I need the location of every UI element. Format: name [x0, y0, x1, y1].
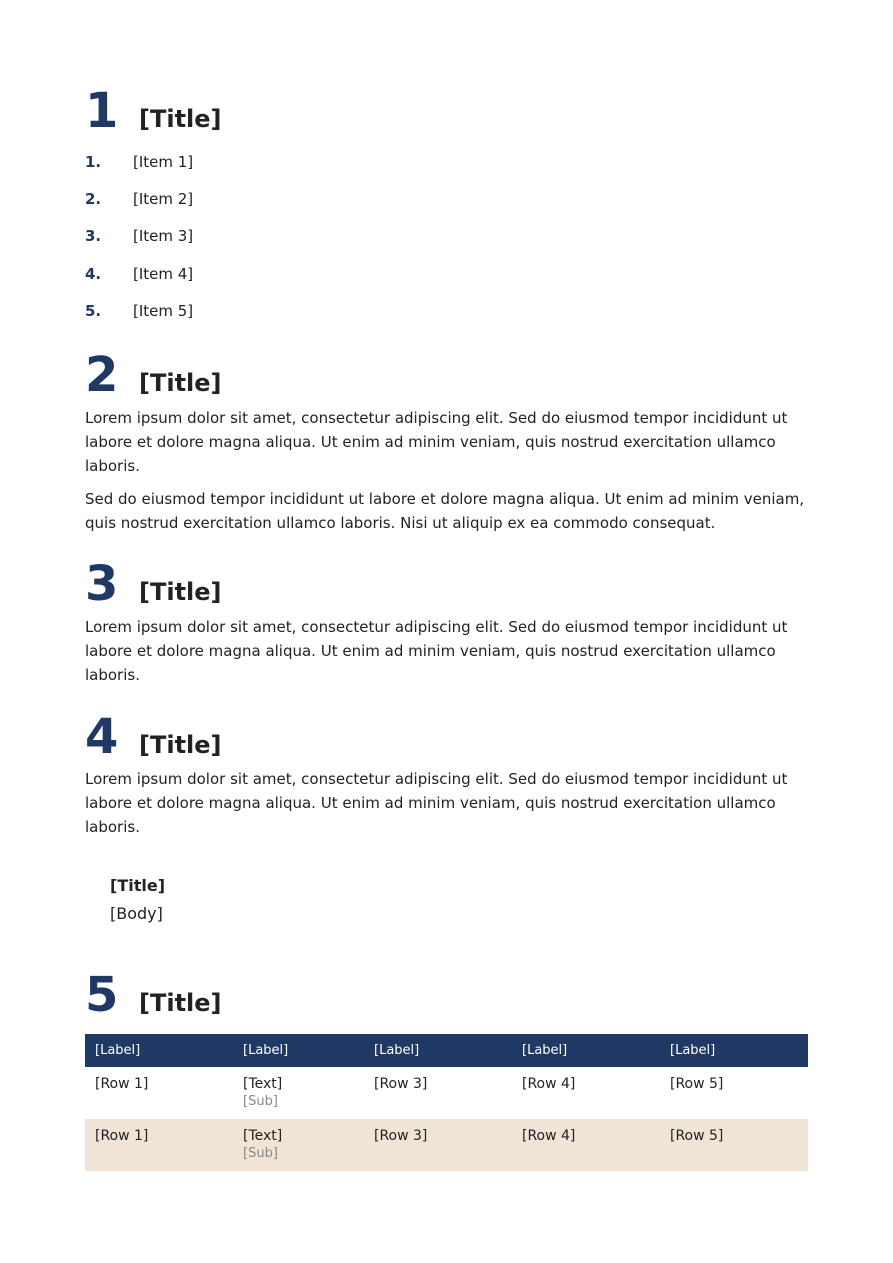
section-title: [Title] — [139, 989, 222, 1017]
section-title: [Title] — [139, 105, 222, 133]
list-item-text: [Item 2] — [133, 190, 194, 209]
table-cell — [233, 1119, 364, 1171]
table-cell: [Row 5] — [660, 1119, 808, 1171]
section-number: 4 — [85, 709, 119, 765]
table-row — [85, 1119, 808, 1171]
list-item-number: 5. — [85, 301, 102, 320]
section-title: [Title] — [139, 731, 222, 759]
section-2-heading — [85, 347, 222, 403]
list-item-text: [Item 5] — [133, 301, 194, 320]
section-3-heading — [85, 556, 222, 612]
table-cell: [Row 4] — [512, 1119, 660, 1171]
list-item-number: 2. — [85, 190, 102, 209]
list-item-text: [Item 3] — [133, 227, 194, 246]
section-4-heading — [85, 709, 222, 765]
table-row — [85, 1067, 808, 1119]
callout-title: [Title] — [110, 876, 166, 895]
data-table — [85, 1034, 808, 1171]
numbered-list — [85, 153, 193, 339]
table-cell: [Row 1] — [85, 1119, 233, 1171]
section-4-paragraph: Lorem ipsum dolor sit amet, consectetur adipiscing elit. Sed do eiusmod tempor incididunt ut labore et dolore magna aliqua. Ut enim ad minim veniam, quis nostrud exercitation ullamco laboris. — [85, 770, 788, 836]
table-cell: [Row 4] — [522, 1076, 576, 1092]
table-cell: [Row 5] — [670, 1076, 724, 1092]
table-cell — [233, 1067, 364, 1119]
cell-text: [Text] — [243, 1128, 283, 1144]
table-cell: [Row 3] — [374, 1076, 428, 1092]
column-header: [Label] — [364, 1034, 512, 1067]
section-number: 5 — [85, 967, 119, 1023]
column-header: [Label] — [85, 1034, 233, 1067]
column-header: [Label] — [512, 1034, 660, 1067]
list-item-number: 3. — [85, 227, 102, 246]
table-cell: [Row 3] — [364, 1119, 512, 1171]
column-header: [Label] — [233, 1034, 364, 1067]
list-item — [85, 265, 193, 302]
section-title: [Title] — [139, 578, 222, 606]
list-item-text: [Item 1] — [133, 153, 194, 171]
callout-body: [Body] — [110, 904, 163, 923]
cell-subtext: [Sub] — [243, 1146, 278, 1161]
section-title: [Title] — [139, 369, 222, 397]
list-item — [85, 153, 193, 190]
section-1-heading — [85, 83, 222, 139]
table-cell: [Row 1] — [95, 1076, 149, 1092]
section-5-heading — [85, 967, 222, 1023]
cell-subtext: [Sub] — [243, 1094, 278, 1109]
cell-text: [Text] — [243, 1076, 283, 1092]
table-header-row — [85, 1034, 808, 1067]
section-number: 1 — [85, 83, 119, 139]
list-item — [85, 227, 193, 264]
section-2-paragraph-2: Sed do eiusmod tempor incididunt ut labore et dolore magna aliqua. Ut enim ad minim veniam, quis nostrud exercitation ullamco laboris. Nisi ut aliquip ex ea commodo consequat. — [85, 490, 805, 532]
section-2-paragraph-1: Lorem ipsum dolor sit amet, consectetur adipiscing elit. Sed do eiusmod tempor incididunt ut labore et dolore magna aliqua. Ut enim ad minim veniam, quis nostrud exercitation ullamco laboris. — [85, 409, 788, 475]
list-item — [85, 190, 193, 227]
column-header: [Label] — [660, 1034, 808, 1067]
list-item-number: 1. — [85, 153, 102, 171]
list-item-number: 4. — [85, 264, 102, 283]
section-number: 2 — [85, 347, 119, 403]
list-item — [85, 302, 193, 339]
section-number: 3 — [85, 556, 119, 612]
list-item-text: [Item 4] — [133, 264, 194, 283]
section-3-paragraph: Lorem ipsum dolor sit amet, consectetur adipiscing elit. Sed do eiusmod tempor incididunt ut labore et dolore magna aliqua. Ut enim ad minim veniam, quis nostrud exercitation ullamco laboris. — [85, 618, 788, 684]
callout-box — [110, 876, 165, 923]
